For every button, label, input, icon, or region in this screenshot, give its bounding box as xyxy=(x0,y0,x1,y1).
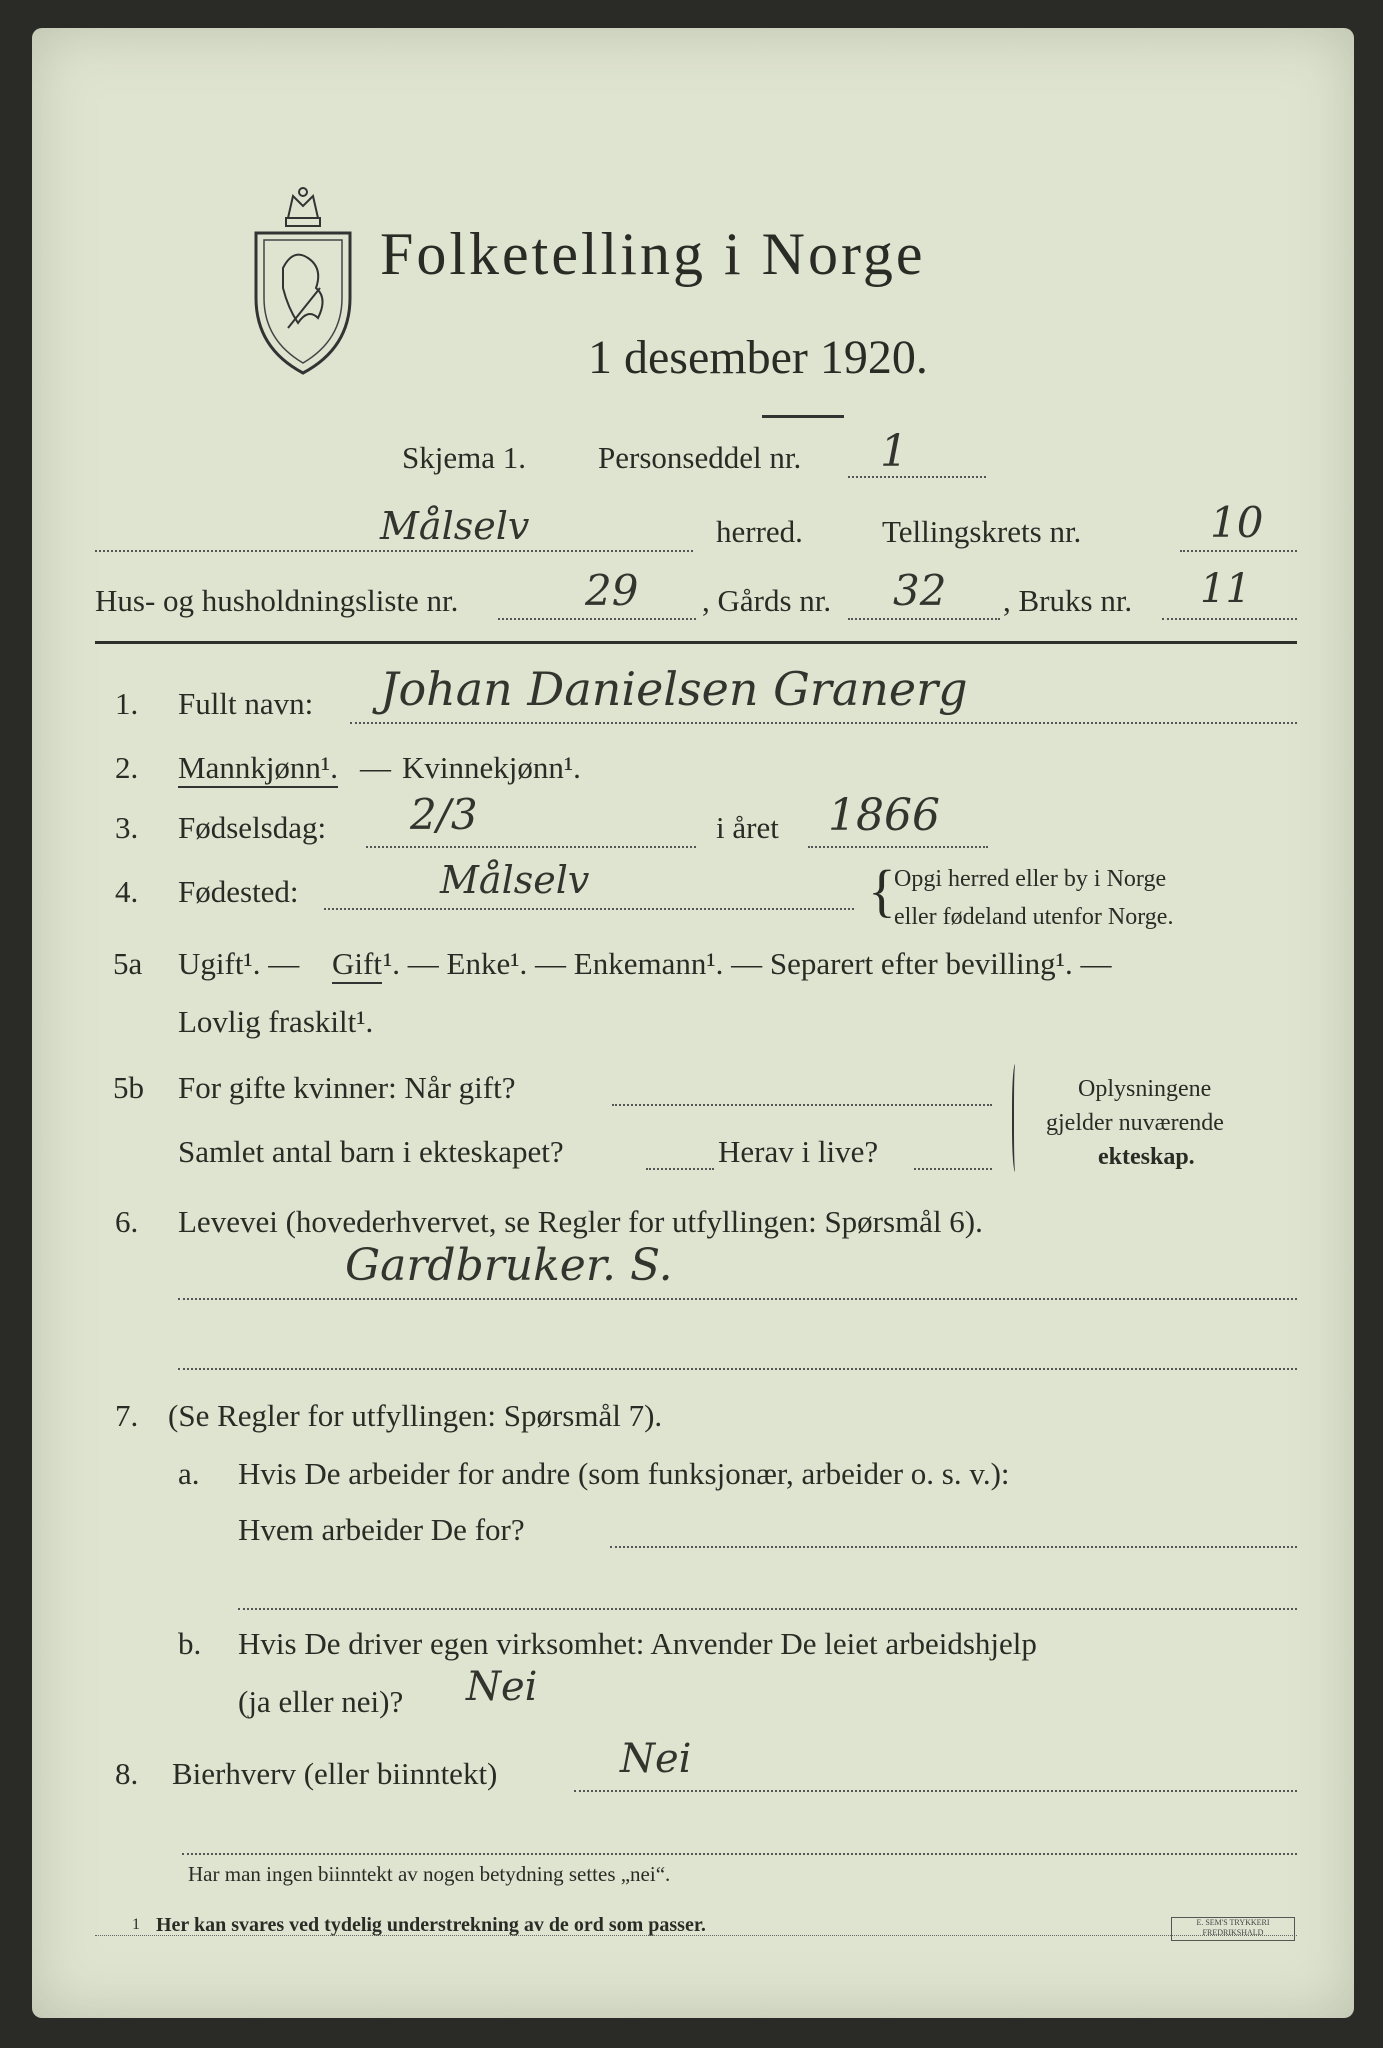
q5a-other-options[interactable]: ¹. — Enke¹. — Enkemann¹. — Separert efter bevilling¹. — xyxy=(383,946,1112,981)
q8-number: 8. xyxy=(115,1756,139,1791)
personseddel-value[interactable]: 1 xyxy=(880,426,908,477)
herred-label: herred. xyxy=(716,514,803,549)
q3-label: Fødselsdag: xyxy=(178,810,327,845)
q5a-gift-option[interactable]: Gift xyxy=(332,946,382,984)
q5b-brace xyxy=(1012,1064,1020,1172)
form-title: Folketelling i Norge xyxy=(380,221,926,287)
coat-of-arms-icon xyxy=(248,178,358,378)
footer-note: Har man ingen biinntekt av nogen betydning settes „nei“. xyxy=(188,1862,671,1886)
bruks-line xyxy=(1162,618,1297,620)
personseddel-label: Personseddel nr. xyxy=(598,440,802,475)
gards-line xyxy=(848,618,1000,620)
q5b-note-line1: Oplysningene xyxy=(1078,1076,1212,1102)
q1-line xyxy=(350,722,1297,724)
printer-stamp: E. SEM'S TRYKKERI FREDRIKSHALD xyxy=(1171,1917,1295,1941)
q1-label: Fullt navn: xyxy=(178,686,314,721)
husliste-line xyxy=(498,618,696,620)
q7b-answer-value[interactable]: Nei xyxy=(466,1664,538,1710)
q3-year-label: i året xyxy=(716,810,779,845)
q3-birthday-value[interactable]: 2/3 xyxy=(410,790,478,839)
q3-day-line xyxy=(366,846,696,848)
q2-mann-option[interactable]: Mannkjønn¹. xyxy=(178,750,338,788)
tellingskrets-value[interactable]: 10 xyxy=(1210,498,1264,547)
skjema-label: Skjema 1. xyxy=(402,440,526,475)
q4-note-line2: eller fødeland utenfor Norge. xyxy=(894,904,1174,930)
q5b-note-line2: gjelder nuværende xyxy=(1046,1110,1224,1136)
q6-line2 xyxy=(178,1368,1297,1370)
q7a-employer-line xyxy=(610,1546,1297,1548)
q7-label: (Se Regler for utfyllingen: Spørsmål 7). xyxy=(168,1398,663,1433)
q8-label: Bierhverv (eller biinntekt) xyxy=(172,1756,498,1791)
title-divider xyxy=(762,415,844,418)
q2-separator: — xyxy=(360,750,391,785)
q7a-letter: a. xyxy=(178,1456,200,1491)
q5b-alive-label: Herav i live? xyxy=(718,1134,879,1169)
bruks-label: , Bruks nr. xyxy=(1003,583,1133,618)
q7a-line1: Hvis De arbeider for andre (som funksjonær, arbeider o. s. v.): xyxy=(238,1456,1010,1491)
q4-birthplace-value[interactable]: Målselv xyxy=(440,858,590,902)
q4-note-line1: Opgi herred eller by i Norge xyxy=(894,866,1167,892)
q6-line1 xyxy=(178,1298,1297,1300)
q7-number: 7. xyxy=(115,1398,139,1433)
q8-answer-value[interactable]: Nei xyxy=(620,1736,692,1782)
q2-kvinne-option[interactable]: Kvinnekjønn¹. xyxy=(402,750,581,785)
q4-number: 4. xyxy=(115,874,139,909)
q3-year-line xyxy=(808,846,988,848)
q4-line xyxy=(324,908,854,910)
husliste-value[interactable]: 29 xyxy=(585,566,639,615)
personseddel-line xyxy=(848,476,986,478)
bruks-value[interactable]: 11 xyxy=(1200,566,1251,612)
q5b-number: 5b xyxy=(113,1070,144,1105)
q7b-line2: (ja eller nei)? xyxy=(238,1684,404,1719)
q6-occupation-value[interactable]: Gardbruker. S. xyxy=(345,1240,673,1291)
q4-label: Fødested: xyxy=(178,874,299,909)
gards-label: , Gårds nr. xyxy=(702,583,832,618)
q1-number: 1. xyxy=(115,686,139,721)
tellingskrets-line xyxy=(1180,550,1297,552)
q1-name-value[interactable]: Johan Danielsen Granerg xyxy=(380,662,968,716)
q8-extra-line xyxy=(182,1853,1297,1855)
q6-label: Levevei (hovederhvervet, se Regler for utfyllingen: Spørsmål 6). xyxy=(178,1204,983,1239)
q5b-married-line xyxy=(612,1104,992,1106)
q5b-children-label: Samlet antal barn i ekteskapet? xyxy=(178,1134,564,1169)
form-date: 1 desember 1920. xyxy=(588,331,928,384)
footnote-text: Her kan svares ved tydelig understrekning av de ord som passer. xyxy=(156,1914,706,1936)
q8-line xyxy=(574,1790,1297,1792)
gards-value[interactable]: 32 xyxy=(893,566,947,615)
q5b-line1-label: For gifte kvinner: Når gift? xyxy=(178,1070,516,1105)
q5b-alive-line xyxy=(914,1168,992,1170)
q7b-line1: Hvis De driver egen virksomhet: Anvender De leiet arbeidshjelp xyxy=(238,1626,1037,1661)
q7a-line2: Hvem arbeider De for? xyxy=(238,1512,525,1547)
q2-number: 2. xyxy=(115,750,139,785)
q3-number: 3. xyxy=(115,810,139,845)
tellingskrets-label: Tellingskrets nr. xyxy=(882,514,1082,549)
header-divider xyxy=(95,641,1297,644)
q4-brace: { xyxy=(868,858,896,923)
husliste-label: Hus- og husholdningsliste nr. xyxy=(95,583,459,618)
q7b-letter: b. xyxy=(178,1626,202,1661)
q5b-note-line3: ekteskap. xyxy=(1098,1144,1195,1170)
q6-number: 6. xyxy=(115,1204,139,1239)
footnote-mark: 1 xyxy=(132,1916,140,1933)
herred-line xyxy=(95,550,693,552)
q7a-extra-line xyxy=(238,1608,1297,1610)
q3-year-value[interactable]: 1866 xyxy=(828,790,940,841)
q5a-ugift-option[interactable]: Ugift¹. — xyxy=(178,946,300,981)
q5a-number: 5a xyxy=(113,946,143,981)
herred-value[interactable]: Målselv xyxy=(380,504,530,548)
q5b-children-line xyxy=(646,1168,714,1170)
q5a-fraskilt-option[interactable]: Lovlig fraskilt¹. xyxy=(178,1004,374,1039)
